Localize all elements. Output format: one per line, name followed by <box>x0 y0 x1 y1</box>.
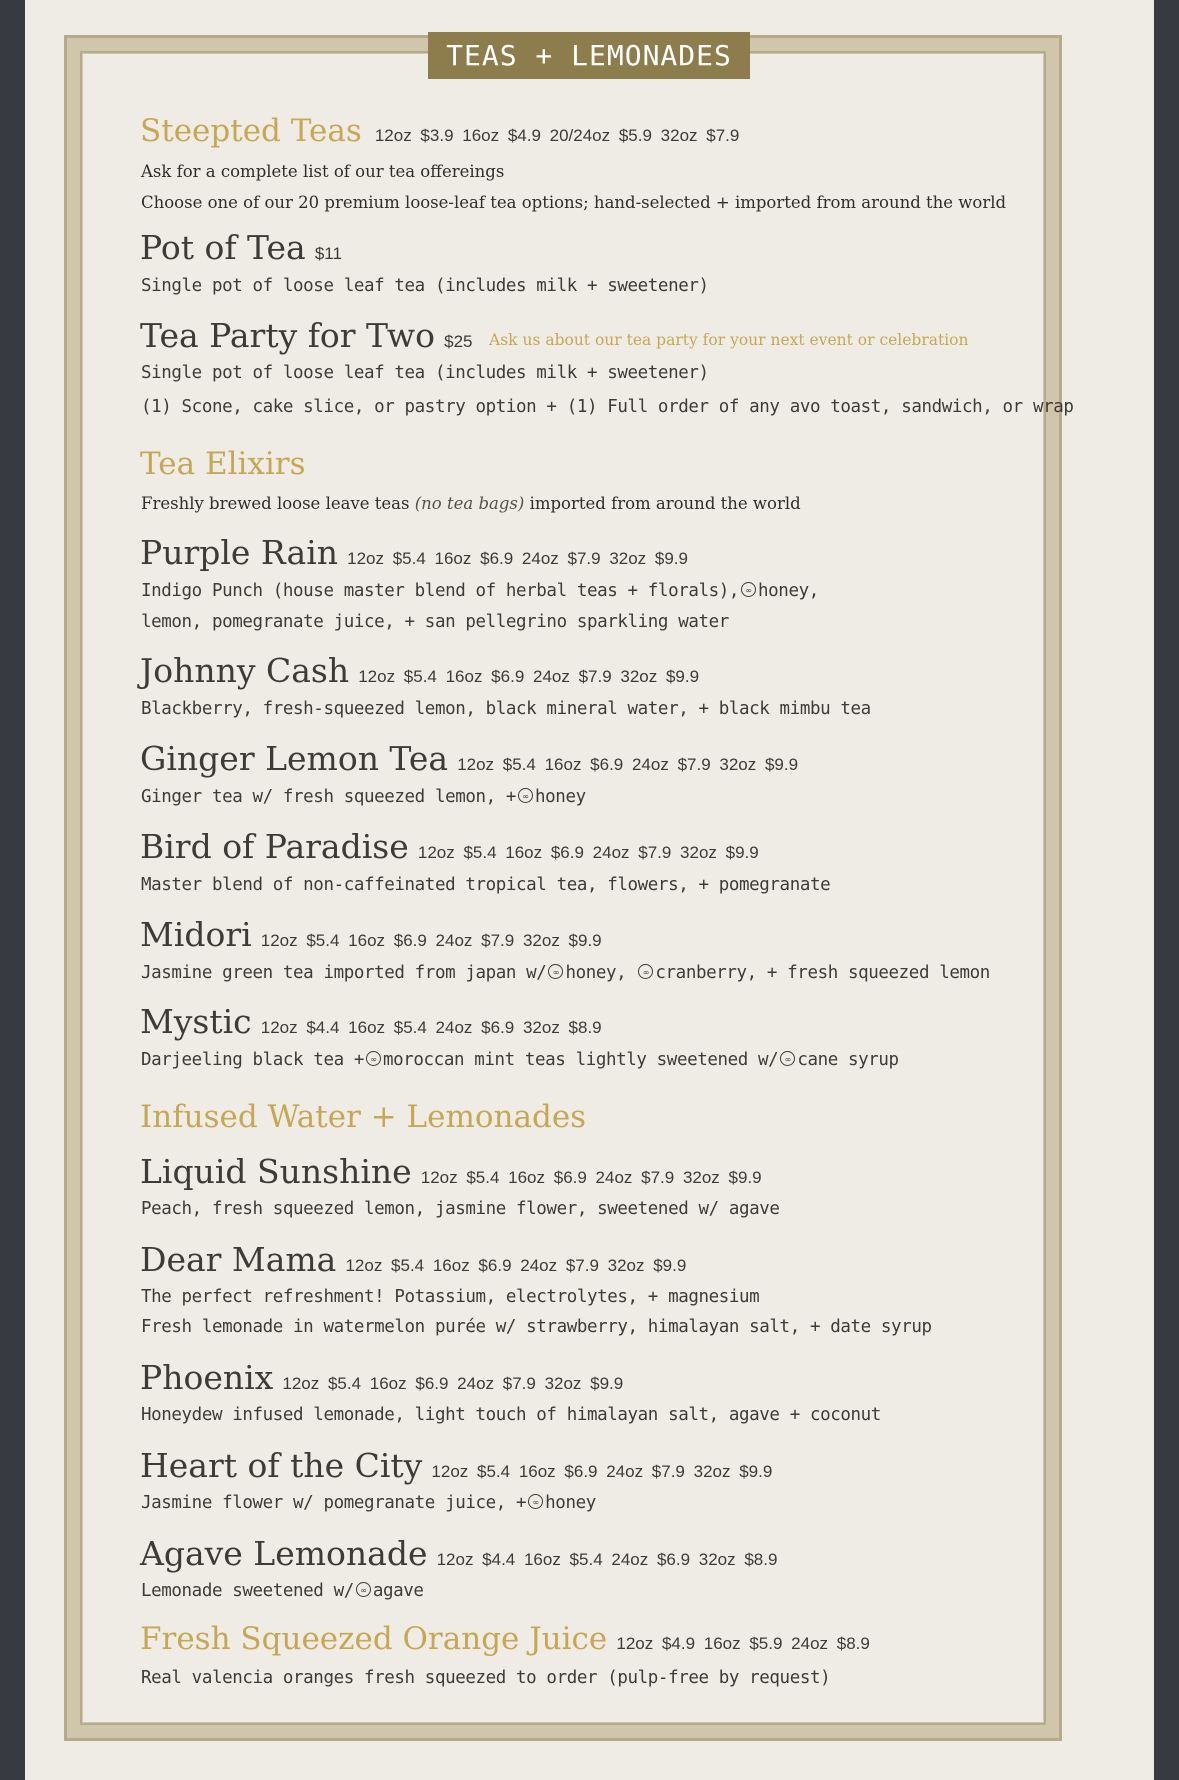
section-title-elixirs: Tea Elixirs <box>140 446 306 482</box>
dear-mama-title: Dear Mama <box>140 1240 337 1279</box>
steeped-sizes: 12oz $3.9 16oz $4.9 20/24oz $5.9 32oz $7.9 <box>374 126 740 145</box>
pot-of-tea-price: $11 <box>314 244 342 263</box>
infinity-circle-icon <box>741 582 756 597</box>
phoenix-title: Phoenix <box>140 1358 274 1397</box>
purple-rain-description-2: lemon, pomegranate juice, + san pellegrino sparkling water <box>141 612 729 632</box>
midori-description: Jasmine green tea imported from japan w/∞ honey, ∞ cranberry, + fresh squeezed lemon <box>141 963 990 983</box>
orange-juice-description: Real valencia oranges fresh squeezed to order (pulp-free by request) <box>141 1668 831 1688</box>
menu-banner: TEAS + LEMONADES <box>428 32 750 79</box>
purple-rain-title: Purple Rain <box>140 533 339 572</box>
infinity-circle-icon <box>518 788 533 803</box>
liquid-sunshine-description: Peach, fresh squeezed lemon, jasmine flower, sweetened w/ agave <box>141 1199 780 1219</box>
johnny-cash-title: Johnny Cash <box>140 651 350 690</box>
ginger-lemon-header <box>140 739 798 778</box>
heart-of-the-city-title: Heart of the City <box>140 1446 423 1485</box>
infinity-circle-icon <box>638 964 653 979</box>
pot-of-tea-title: Pot of Tea <box>140 228 306 267</box>
mystic-header <box>140 1002 602 1041</box>
dear-mama-description-1: The perfect refreshment! Potassium, electrolytes, + magnesium <box>141 1287 760 1307</box>
mystic-sizes: 12oz $4.4 16oz $5.4 24oz $6.9 32oz $8.9 <box>260 1018 602 1037</box>
steeped-note: Ask for a complete list of our tea offereings <box>141 162 505 181</box>
tea-party-description-1: Single pot of loose leaf tea (includes milk + sweetener) <box>141 363 709 383</box>
mystic-description: Darjeeling black tea +∞ moroccan mint teas lightly sweetened w/∞ cane syrup <box>141 1050 899 1070</box>
pot-of-tea-description: Single pot of loose leaf tea (includes milk + sweetener) <box>141 276 709 296</box>
tea-party-header <box>140 316 472 355</box>
orange-juice-header <box>140 1621 870 1657</box>
midori-title: Midori <box>140 915 252 954</box>
infinity-circle-icon <box>528 1494 543 1509</box>
tea-party-price: $25 <box>444 332 473 351</box>
orange-juice-sizes: 12oz $4.9 16oz $5.9 24oz $8.9 <box>616 1634 870 1653</box>
heart-of-the-city-header <box>140 1446 772 1485</box>
agave-lemonade-description: Lemonade sweetened w/∞ agave <box>141 1581 424 1601</box>
elixirs-intro: Freshly brewed loose leave teas (no tea bags) imported from around the world <box>141 494 801 513</box>
liquid-sunshine-sizes: 12oz $5.4 16oz $6.9 24oz $7.9 32oz $9.9 <box>420 1168 762 1187</box>
phoenix-description: Honeydew infused lemonade, light touch of himalayan salt, agave + coconut <box>141 1405 881 1425</box>
bird-of-paradise-header <box>140 827 759 866</box>
pot-of-tea-header <box>140 228 342 267</box>
tea-party-description-2: (1) Scone, cake slice, or pastry option + (1) Full order of any avo toast, sandwich, or wrap <box>141 397 1074 417</box>
johnny-cash-header <box>140 651 699 690</box>
ginger-lemon-title: Ginger Lemon Tea <box>140 739 449 778</box>
phoenix-sizes: 12oz $5.4 16oz $6.9 24oz $7.9 32oz $9.9 <box>282 1374 624 1393</box>
mystic-title: Mystic <box>140 1002 252 1041</box>
agave-lemonade-title: Agave Lemonade <box>140 1534 428 1573</box>
liquid-sunshine-header <box>140 1152 762 1191</box>
infinity-circle-icon <box>366 1051 381 1066</box>
section-title-steeped: Steepted Teas <box>140 113 362 149</box>
bird-of-paradise-sizes: 12oz $5.4 16oz $6.9 24oz $7.9 32oz $9.9 <box>417 843 759 862</box>
steeped-teas-header <box>140 113 739 149</box>
agave-lemonade-header <box>140 1534 777 1573</box>
dear-mama-header <box>140 1240 686 1279</box>
phoenix-header <box>140 1358 623 1397</box>
midori-sizes: 12oz $5.4 16oz $6.9 24oz $7.9 32oz $9.9 <box>260 931 602 950</box>
ginger-lemon-sizes: 12oz $5.4 16oz $6.9 24oz $7.9 32oz $9.9 <box>457 755 799 774</box>
infinity-circle-icon <box>356 1582 371 1597</box>
infinity-circle-icon <box>548 964 563 979</box>
dear-mama-sizes: 12oz $5.4 16oz $6.9 24oz $7.9 32oz $9.9 <box>345 1256 687 1275</box>
johnny-cash-description: Blackberry, fresh-squeezed lemon, black mineral water, + black mimbu tea <box>141 699 871 719</box>
steeped-description: Choose one of our 20 premium loose-leaf tea options; hand-selected + imported from around the world <box>141 193 1007 212</box>
dear-mama-description-2: Fresh lemonade in watermelon purée w/ strawberry, himalayan salt, + date syrup <box>141 1317 932 1337</box>
orange-juice-title: Fresh Squeezed Orange Juice <box>140 1621 608 1657</box>
bird-of-paradise-description: Master blend of non-caffeinated tropical tea, flowers, + pomegranate <box>141 875 831 895</box>
section-title-infused: Infused Water + Lemonades <box>140 1099 587 1135</box>
heart-of-the-city-description: Jasmine flower w/ pomegranate juice, +∞ honey <box>141 1493 596 1513</box>
purple-rain-sizes: 12oz $5.4 16oz $6.9 24oz $7.9 32oz $9.9 <box>347 549 688 568</box>
johnny-cash-sizes: 12oz $5.4 16oz $6.9 24oz $7.9 32oz $9.9 <box>358 667 700 686</box>
midori-header <box>140 915 602 954</box>
purple-rain-description-1: Indigo Punch (house master blend of herbal teas + florals),∞ honey, <box>141 581 819 601</box>
infinity-circle-icon <box>780 1051 795 1066</box>
heart-of-the-city-sizes: 12oz $5.4 16oz $6.9 24oz $7.9 32oz $9.9 <box>431 1462 773 1481</box>
tea-party-note: Ask us about our tea party for your next event or celebration <box>489 331 969 349</box>
agave-lemonade-sizes: 12oz $4.4 16oz $5.4 24oz $6.9 32oz $8.9 <box>436 1550 778 1569</box>
ginger-lemon-description: Ginger tea w/ fresh squeezed lemon, +∞ honey <box>141 787 586 807</box>
bird-of-paradise-title: Bird of Paradise <box>140 827 409 866</box>
purple-rain-header <box>140 533 688 572</box>
liquid-sunshine-title: Liquid Sunshine <box>140 1152 412 1191</box>
tea-party-title: Tea Party for Two <box>140 316 436 355</box>
